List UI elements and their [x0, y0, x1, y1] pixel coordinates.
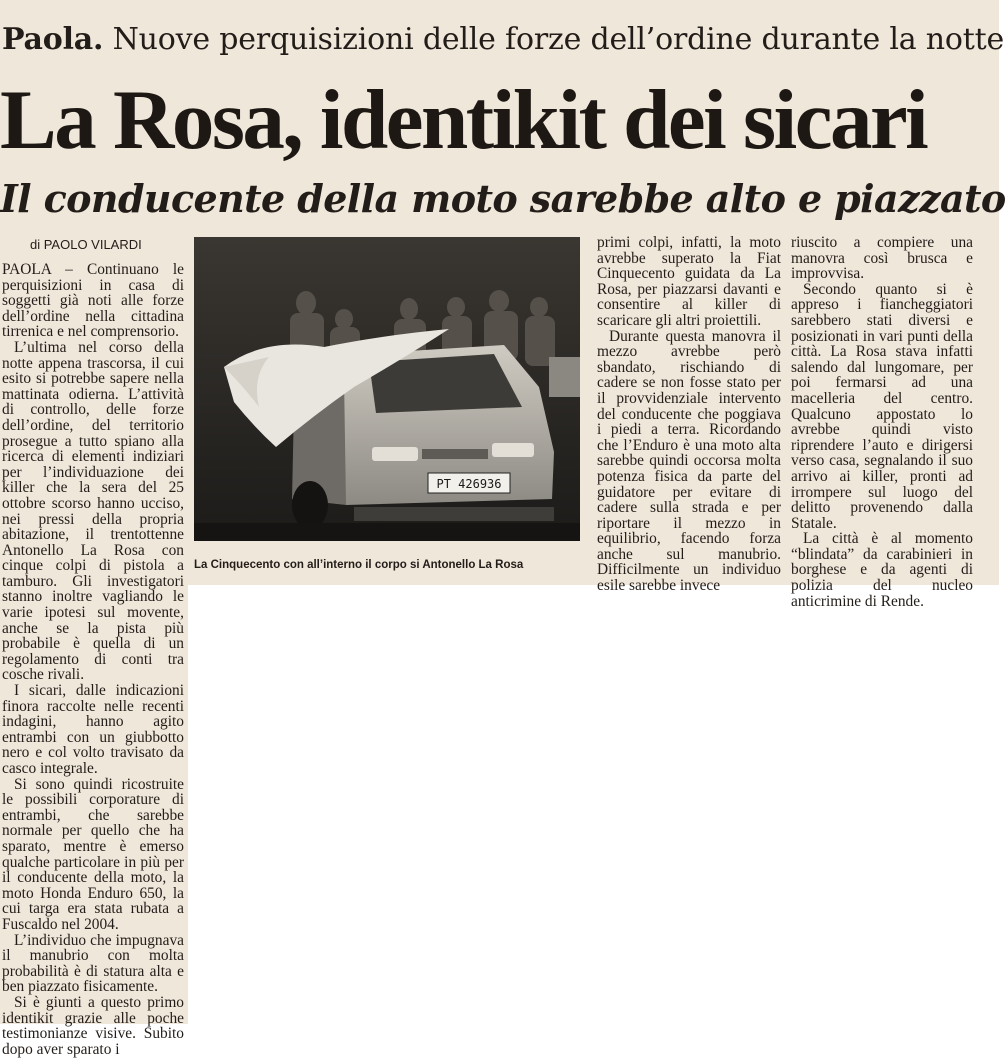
subheadline: Il conducente della moto sarebbe alto e piazzato: [0, 176, 1006, 221]
photo-illustration: [194, 237, 580, 541]
column-1-paragraph: Si è giunti a questo primo identikit grazie alle poche testimonianze visive. Subito dopo aver sparato i: [2, 993, 184, 1058]
photo-caption: La Cinquecento con all’interno il corpo si Antonello La Rosa: [194, 559, 524, 571]
kicker-place: Paola.: [2, 22, 104, 57]
news-photo-car-scene: [194, 237, 580, 541]
article-column-1: [2, 261, 184, 1058]
license-plate-text: PT 426936: [436, 477, 502, 491]
headline: La Rosa, identikit dei sicari: [0, 73, 927, 167]
column-1-paragraph: Si sono quindi ricostruite le possibili corporature di entrambi, che sarebbe normale per quello che ha sparato, mentre è emerso qualche particolare in più per il conducente della moto, la moto Honda Enduro 650, la cui targa era stata rubata a Fuscaldo nel 2004.: [2, 775, 184, 933]
column-4-paragraph: riuscito a compiere una manovra così brusca e improvvisa.: [791, 234, 973, 283]
kicker: [2, 22, 1004, 58]
column-3-paragraph: primi colpi, infatti, la moto avrebbe superato la Fiat Cinquecento guidata da La Rosa, per piazzarsi davanti e consentire al killer di scaricare gli altri proiettili.: [597, 234, 781, 329]
column-1-paragraph: I sicari, dalle indicazioni finora raccolte nelle recenti indagini, hanno agito entrambi con un giubbotto nero e col volto travisato da casco integrale.: [2, 682, 184, 777]
article-column-3: [597, 234, 781, 595]
column-1-paragraph: PAOLA – Continuano le perquisizioni in casa di soggetti già noti alle forze dell’ordine nella cittadina tirrenica e nel comprensorio.: [2, 261, 184, 341]
article-column-4: [791, 234, 973, 610]
kicker-text: Nuove perquisizioni delle forze dell’ordine durante la notte: [112, 22, 1005, 57]
column-1-paragraph: L’individuo che impugnava il manubrio con molta probabilità è di statura alta e ben piazzato fisicamente.: [2, 931, 184, 996]
column-3-paragraph: Durante questa manovra il mezzo avrebbe però sbandato, rischiando di cadere se non fosse stato per il provvidenziale intervento del conducente che poggiava i piedi a terra. Ricordando che l’Enduro è una moto alta sarebbe quindi occorsa molta potenza fisica da parte del guidatore per evitare di cadere sulla strada e per riportare il mezzo in equilibrio, facendo forza anche sul manubrio. Difficilmente un individuo esile sarebbe invece: [597, 327, 781, 595]
byline: di PAOLO VILARDI: [30, 237, 142, 252]
column-4-paragraph: La città è al momento “blindata” da carabinieri in borghese e da agenti di polizia del nucleo anticrimine di Rende.: [791, 530, 973, 610]
column-4-paragraph: Secondo quanto si è appreso i fiancheggiatori sarebbero stati diversi e posizionati in vari punti della città. La Rosa stava infatti salendo dal lungomare, per poi fermarsi ad una macelleria del centro. Qualcuno appostato lo avrebbe quindi visto riprendere l’auto e dirigersi verso casa, segnalando il suo arrivo ai killer, pronti ad irrompere sul luogo del delitto provenendo dalla Statale.: [791, 280, 973, 532]
column-1-paragraph: L’ultima nel corso della notte appena trascorsa, il cui esito si potrebbe sapere nella mattinata odierna. L’attività di controllo, delle forze dell’ordine, del territorio prosegue a tutto spiano alla ricerca di elementi indiziari per l’individuazione dei killer che la sera del 25 ottobre scorso hanno ucciso, nei pressi della propria abitazione, il trentottenne Antonello La Rosa con cinque colpi di pistola a tamburo. Gli investigatori stanno inoltre vagliando le varie ipotesi sul movente, anche se la pista più probabile è quella di un regolamento di conti tra cosche rivali.: [2, 338, 184, 684]
